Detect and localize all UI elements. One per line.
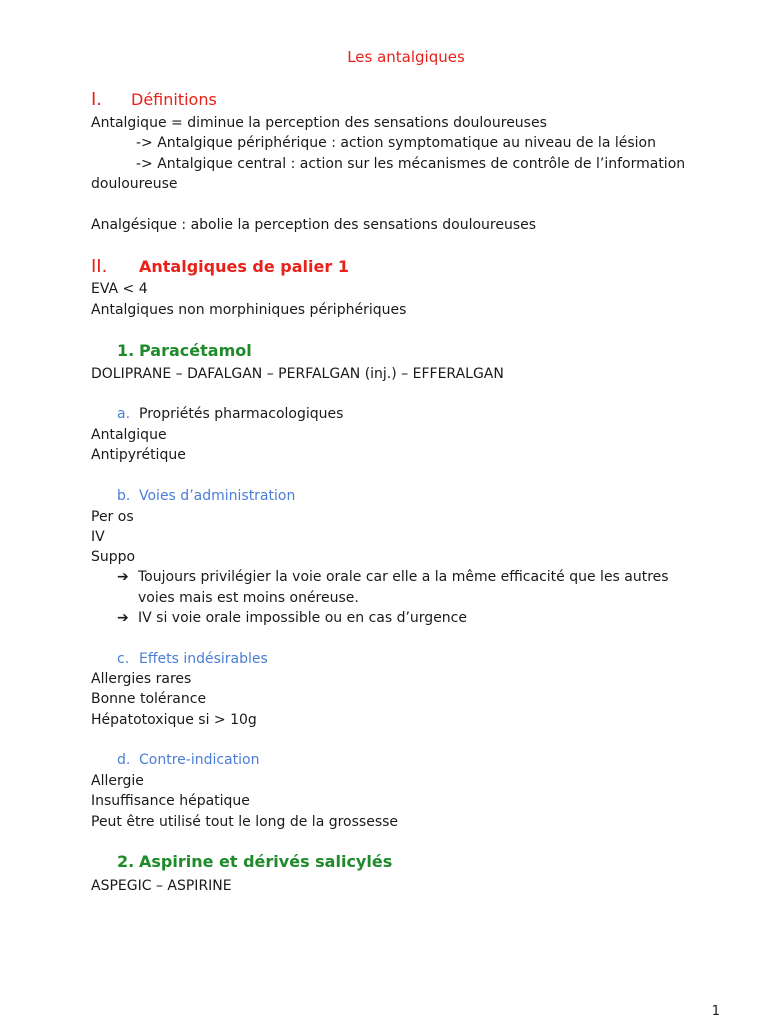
subsection-title: Aspirine et dérivés salicylés	[139, 852, 393, 871]
body-line: Hépatotoxique si > 10g	[91, 712, 257, 728]
body-line: IV	[91, 529, 105, 545]
brand-names-line: ASPEGIC – ASPIRINE	[91, 878, 232, 894]
definition-line: douloureuse	[91, 176, 178, 192]
brand-names-line: DOLIPRANE – DAFALGAN – PERFALGAN (inj.) – EFFERALGAN	[91, 366, 504, 382]
definition-line: -> Antalgique périphérique : action symptomatique au niveau de la lésion	[136, 135, 656, 151]
body-line: Antalgique	[91, 427, 167, 443]
arrow-right-icon: ➔	[117, 569, 129, 585]
section-heading-palier-1	[91, 257, 349, 278]
body-line: Per os	[91, 509, 134, 525]
body-line: Allergies rares	[91, 671, 192, 687]
subsection-heading-aspirine	[117, 852, 392, 873]
body-line: Peut être utilisé tout le long de la grossesse	[91, 814, 399, 830]
body-line: Antalgiques non morphiniques périphériques	[91, 302, 407, 318]
bullet-continuation: voies mais est moins onéreuse.	[138, 590, 359, 606]
part-heading-c	[117, 649, 268, 669]
part-heading-a	[117, 404, 343, 424]
body-line: Suppo	[91, 549, 136, 565]
body-line: Insuffisance hépatique	[91, 793, 250, 809]
page-number: 1	[711, 1004, 720, 1019]
subsection-number: 2.	[117, 852, 135, 871]
bullet-text: Toujours privilégier la voie orale car elle a la même efficacité que les autres	[138, 569, 669, 585]
subsection-heading-paracetamol	[117, 341, 252, 362]
body-line: Allergie	[91, 773, 144, 789]
body-line: Bonne tolérance	[91, 691, 207, 707]
part-title: Voies d’administration	[139, 488, 296, 504]
part-heading-d	[117, 750, 259, 770]
section-number: I.	[91, 89, 103, 110]
part-title: Contre-indication	[139, 752, 260, 768]
part-title: Propriétés pharmacologiques	[139, 406, 344, 422]
section-number: II.	[91, 256, 108, 277]
bullet-item	[117, 608, 467, 628]
section-heading-definitions	[91, 90, 217, 111]
part-letter: a.	[117, 406, 131, 422]
body-line: Antipyrétique	[91, 447, 186, 463]
subsection-title: Paracétamol	[139, 341, 252, 360]
body-line: EVA < 4	[91, 281, 148, 297]
part-letter: c.	[117, 651, 130, 667]
part-title: Effets indésirables	[139, 651, 268, 667]
document-title: Les antalgiques	[347, 48, 465, 66]
arrow-right-icon: ➔	[117, 610, 129, 626]
part-letter: d.	[117, 752, 131, 768]
section-title: Antalgiques de palier 1	[139, 257, 349, 276]
definition-line: Analgésique : abolie la perception des sensations douloureuses	[91, 217, 537, 233]
definition-line: -> Antalgique central : action sur les mécanismes de contrôle de l’information	[136, 156, 686, 172]
subsection-number: 1.	[117, 341, 135, 360]
part-heading-b	[117, 486, 295, 506]
bullet-item	[117, 567, 669, 587]
part-letter: b.	[117, 488, 131, 504]
bullet-text: IV si voie orale impossible ou en cas d’urgence	[138, 610, 467, 626]
definition-line: Antalgique = diminue la perception des sensations douloureuses	[91, 115, 547, 131]
section-title: Définitions	[131, 90, 217, 109]
